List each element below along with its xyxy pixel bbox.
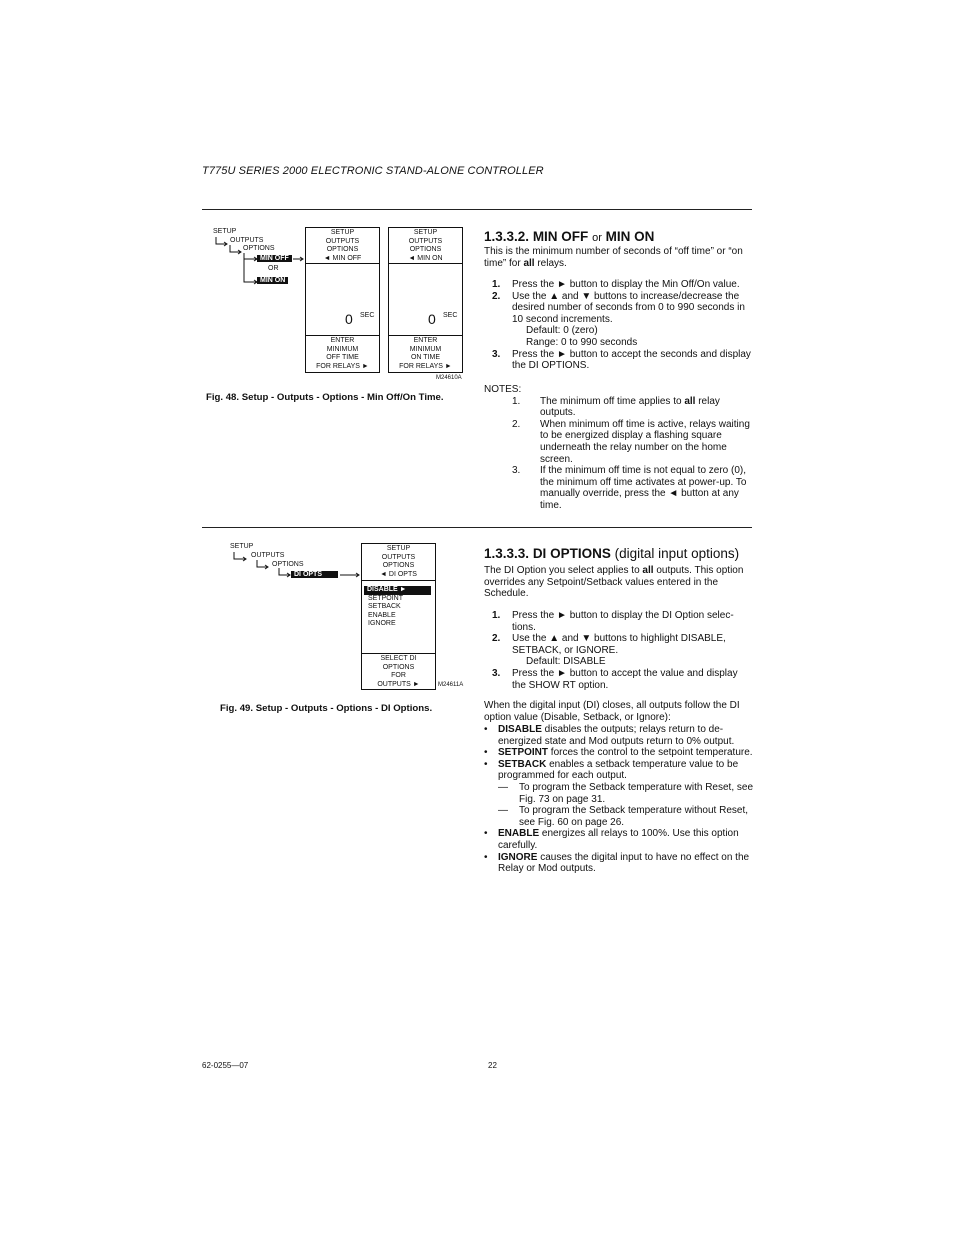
figure-code: M24611A [438,682,464,688]
section-intro [484,565,752,600]
lcd-bottom [362,653,435,689]
bullet-text: forces the control to the setpoint temperature. [548,747,753,759]
lcd-screen-min-on [388,227,463,373]
di-option-selected: DISABLE ► [364,586,431,595]
lcd-screen-min-off [305,227,380,373]
bullet-mark: • [484,828,488,840]
dash-mark: — [498,805,508,817]
step-item [492,633,754,656]
note-number: 1. [512,395,521,407]
notes-label: NOTES: [484,384,522,395]
section-title-a: MIN OFF [532,229,589,244]
tree-options: OPTIONS [243,245,275,252]
lcd-line: FOR RELAYS ► [316,362,369,370]
dash-mark: — [498,781,508,793]
section-title: DI OPTIONS [532,546,611,561]
step-number: 1. [492,610,501,621]
tree-min-off: MIN OFF [257,255,292,262]
section-or: or [592,232,602,244]
bullet-item [484,747,754,759]
lcd-line: FOR [391,672,406,679]
step-text: Use the ▲ and ▼ buttons to highlight DISABLE, SETBACK, or IGNORE. [512,633,726,656]
section-title-b: MIN ON [605,229,655,244]
running-header: T775U SERIES 2000 ELECTRONIC STAND-ALONE CONTROLLER [202,165,544,177]
lcd-line: FOR RELAYS ► [399,362,452,370]
bullet-mark: • [484,758,488,770]
step-text: Use the ▲ and ▼ buttons to increase/decrease the desired number of seconds from 0 to 990 seconds in 10 second increments. [512,290,745,325]
section-heading-di-options [484,546,739,561]
section-subtitle: (digital input options) [614,546,740,561]
lcd-line: OPTIONS [409,246,442,253]
lcd-line: ENTER [413,337,438,344]
note-text: If the minimum off time is not equal to zero (0), the minimum off time activates at power-up. To manually override, press the ◄ button at any time. [540,465,747,511]
bullet-mark: • [484,724,488,735]
bullet-text: disables the outputs; relays return to de-energized state and Mod outputs return to 0% output. [498,724,735,747]
note-item [484,396,754,419]
dash-text: To program the Setback temperature without Reset, see Fig. 60 on page 26. [519,805,749,828]
intro-text: outputs. This option overrides any Setpoint/Setback values entered in the Schedule. [484,565,744,600]
bullet-item [484,852,754,875]
step-item [492,610,754,633]
notes-block [484,384,754,512]
bullet-text: enables a setback temperature value to be programmed for each output. [498,758,739,782]
di-option-item: SETBACK [368,603,401,610]
tree-or: OR [268,265,279,272]
bullet-mark: • [484,851,488,863]
lcd-line: ◄ MIN OFF [323,254,362,262]
tree-min-off-highlight [257,255,292,262]
tree-di-opts-highlight [291,571,338,578]
step-item [492,279,754,291]
tree-options: OPTIONS [272,561,304,568]
figure-caption: Fig. 49. Setup - Outputs - Options - DI Options. [220,703,433,714]
step-item [492,349,754,372]
lcd-bottom [389,335,462,372]
lcd-line: ON TIME [410,354,441,361]
lcd-line: ◄ DI OPTS [380,570,417,578]
step-number: 3. [492,667,501,679]
default-value: Default: DISABLE [526,656,606,668]
step-text: Press the ► button to accept the value and display the SHOW RT option. [512,667,738,691]
di-option-item: ENABLE [368,611,396,619]
bullet-item [484,724,754,747]
tree-min-on: MIN ON [257,277,288,284]
note-number: 2. [512,418,521,430]
lcd-line: SETUP [386,545,411,552]
tree-setup: SETUP [213,228,237,235]
bullet-text: energizes all relays to 100%. Use this option carefully. [498,828,739,851]
di-paragraph: When the digital input (DI) closes, all outputs follow the DI option value (Disable, Setback, or Ignore): [484,700,740,723]
lcd-top [389,228,462,264]
bullet-term: ENABLE [498,828,540,840]
tree-outputs: OUTPUTS [251,552,285,559]
step-item [492,291,754,326]
note-text: When minimum off time is active, relays waiting to be energized display a flashing square underneath the relay number on the home screen. [540,418,750,465]
dash-item [484,805,754,828]
lcd-line: OPTIONS [382,562,415,569]
di-option-bullets [484,724,754,875]
section-intro [484,246,752,269]
step-text: Press the ► button to accept the seconds and display the DI OPTIONS. [512,348,751,372]
dash-item [484,782,754,805]
lcd-line: ENTER [330,337,355,344]
lcd-line: OUTPUTS [408,237,443,245]
lcd-line: OPTIONS [326,246,359,253]
lcd-bottom [306,335,379,372]
section-number: 1.3.3.3. [484,546,530,561]
top-rule [202,209,752,210]
lcd-unit: SEC [443,312,458,319]
lcd-line: SETUP [413,229,438,236]
di-options-list [364,586,431,629]
note-number: 3. [512,465,521,477]
bullet-term: IGNORE [498,851,538,863]
lcd-line: SETUP [330,229,355,236]
step-number: 3. [492,348,501,360]
lcd-value: 0 [345,311,353,327]
lcd-top [306,228,379,264]
footer-doc-number: 62-0255—07 [202,1061,249,1070]
section-rule [202,527,752,528]
note-bold: all [684,395,696,407]
lcd-top [362,544,435,581]
bullet-term: DISABLE [498,724,542,735]
step-number: 1. [492,279,501,290]
note-text: The minimum off time applies to [540,395,685,407]
range-value: Range: 0 to 990 seconds [526,336,638,348]
lcd-value: 0 [428,311,436,327]
tree-min-on-highlight [257,277,288,284]
default-value: Default: 0 (zero) [526,325,598,337]
lcd-screen-di-options [361,543,436,690]
note-text: relay outputs. [540,395,720,419]
intro-text: The DI Option you select applies to [484,565,643,576]
intro-bold: all [523,257,535,269]
procedure-steps [492,279,754,372]
step-number: 2. [492,290,501,302]
figure-caption: Fig. 48. Setup - Outputs - Options - Min Off/On Time. [206,392,444,403]
note-item [484,465,754,511]
intro-text: This is the minimum number of seconds of “off time” or “on time” for [484,246,743,269]
step-text: Press the ► button to display the DI Option selec-tions. [512,610,734,633]
intro-text: relays. [534,257,567,269]
bullet-mark: • [484,747,488,759]
lcd-line: ◄ MIN ON [408,254,443,262]
lcd-line: MINIMUM [409,345,442,353]
section-number: 1.3.3.2. [484,229,530,244]
step-text: Press the ► button to display the Min Off/On value. [512,279,740,290]
tree-outputs: OUTPUTS [230,237,264,244]
step-item [492,668,754,691]
note-item [484,419,754,465]
lcd-line: OFF TIME [326,354,359,361]
lcd-line: OPTIONS [382,663,415,671]
lcd-line: MINIMUM [326,345,359,353]
lcd-line: OUTPUTS [381,553,416,561]
step-number: 2. [492,633,501,645]
figure-code: M24610A [436,375,462,381]
lcd-line: OUTPUTS ► [377,680,420,688]
footer-page-number: 22 [488,1061,497,1070]
dash-text: To program the Setback temperature with Reset, see Fig. 73 on page 31. [519,781,754,805]
lcd-line: OUTPUTS [325,237,360,245]
bullet-item [484,759,754,782]
bullet-item [484,828,754,851]
lcd-unit: SEC [360,312,375,319]
procedure-steps [492,610,754,691]
bullet-term: SETPOINT [498,747,549,759]
di-option-item: IGNORE [368,620,396,627]
lcd-line: SELECT DI [380,655,417,662]
bullet-text: causes the digital input to have no effect on the Relay or Mod outputs. [498,851,750,875]
section-heading-min-off-on [484,229,654,244]
intro-bold: all [642,565,654,576]
di-option-item: SETPOINT [368,594,404,602]
tree-setup: SETUP [230,543,254,550]
bullet-term: SETBACK [498,758,547,770]
tree-di-opts: DI OPTS [291,571,338,578]
